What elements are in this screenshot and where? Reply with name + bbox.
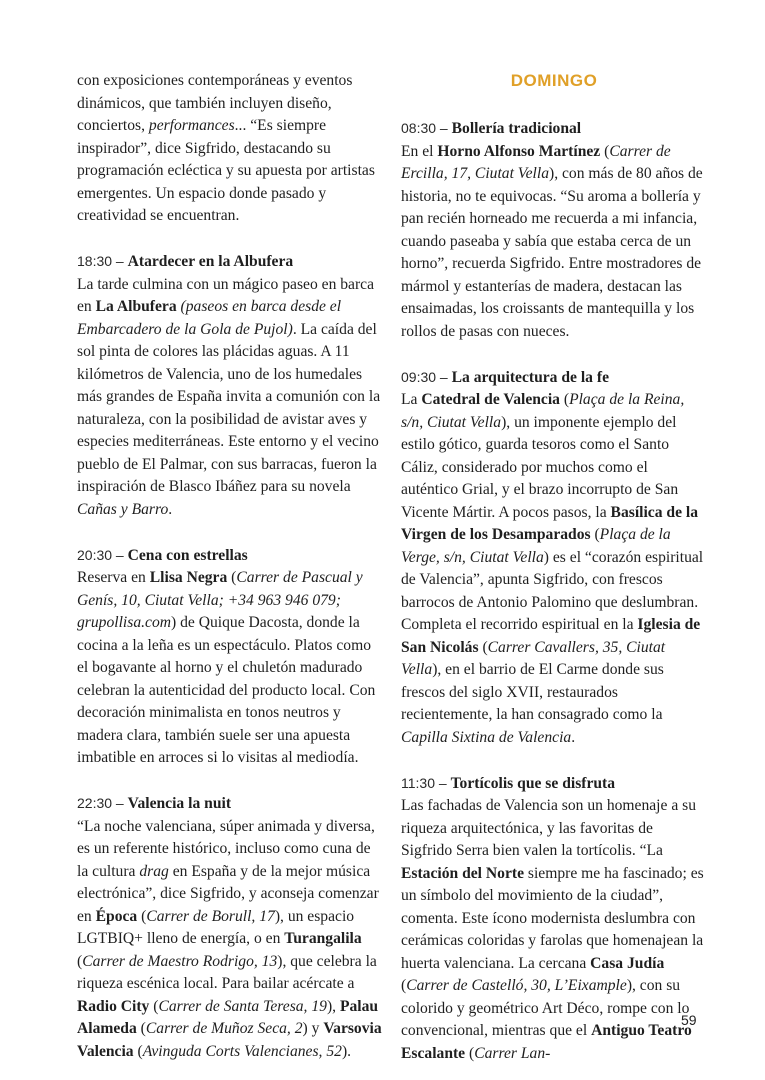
section-heading: 20:30 – Cena con estrellas <box>77 546 248 564</box>
section-heading: 08:30 – Bollería tradicional <box>401 120 582 137</box>
section-body: En el Horno Alfonso Martínez (Carrer de Ercilla, 17, Ciutat Vella), con más de 80 años de historia, no te equivocas. “Su aroma a bollería y pan recién horneado me recuerda a mi infancia, cuando paseaba y sabía que estaba cerca de un horno”, recuerda Sigfrido. Entre mostradores de mármol y estanterías de madera, destacan las ensaimadas, los croissants de mantequilla y los rollos de pasas con nueces. <box>401 142 703 340</box>
section-heading: 18:30 – Atardecer en la Albufera <box>77 253 294 270</box>
section-body: La tarde culmina con un mágico paseo en barca en La Albufera (paseos en barca desde el Embarcadero de la Gola de Pujol). La caída del sol pinta de colores las plácidas aguas. A 11 kilómetros de Valencia, uno de los humedales más grandes de España invita a comunión con la naturaleza, con la posibilidad de avistar aves y especies mediterráneas. Este entorno y el vecino pueblo de El Palmar, con sus barracas, fueron la inspiración de Blasco Ibáñez para su novela Cañas y Barro. <box>77 275 381 518</box>
page-number: 59 <box>681 1012 697 1028</box>
section-heading: 22:30 – Valencia la nuit <box>77 795 232 812</box>
section-heading: 11:30 – Tortícolis que se disfruta <box>401 774 616 792</box>
right-column <box>401 70 707 1065</box>
section-body: La Catedral de Valencia (Plaça de la Reina, s/n, Ciutat Vella), un imponente ejemplo del estilo gótico, guarda tesoros como el Santo Cáliz, considerado por muchos como el auténtico Grial, y el brazo incorrupto de San Vicente Mártir. A pocos pasos, la Basílica de la Virgen de los Desamparados (Plaça de la Verge, s/n, Ciutat Vella) es el “corazón espiritual de Valencia”, apunta Sigfrido, con frescos barrocos de Antonio Palomino que deslumbran. Completa el recorrido espiritual en la Iglesia de San Nicolás (Carrer Cavallers, 35, Ciutat Vella), en el barrio de El Carme donde sus frescos del siglo XVII, restaurados recientemente, la han consagrado como la Capilla Sixtina de Valencia. <box>401 391 704 746</box>
section-body: Las fachadas de Valencia son un homenaje a su riqueza arquitectónica, y las favoritas de Sigfrido Serra bien valen la tortícolis. “La Estación del Norte siempre me ha fascinado; es un símbolo del movimiento de la ciudad”, comenta. Este ícono modernista deslumbra con cerámicas coloridas y farolas que homenajean la huerta valenciana. La cercana Casa Judía (Carrer de Castelló, 30, L’Eixample), con su colorido y geométrico Art Déco, rompe con lo convencional, mientras que el Antiguo Teatro Escalante (Carrer Lan- <box>401 797 704 1062</box>
day-title: DOMINGO <box>510 71 598 90</box>
intro-paragraph: con exposiciones contemporáneas y eventos dinámicos, que también incluyen diseño, conciertos, performances... “Es siempre inspirador”, dice Sigfrido, destacando su programación ecléctica y su apuesta por artistas emergentes. Un espacio donde pasado y creatividad se encuentran. <box>77 72 375 224</box>
section-body: Reserva en Llisa Negra (Carrer de Pascual y Genís, 10, Ciutat Vella; +34 963 946 079; grupollisa.com) de Quique Dacosta, donde la cocina a la leña es un espectáculo. Platos como el bogavante al horno y el chuletón madurado celebran la autenticidad del producto local. Con decoración minimalista en tonos neutros y madera clara, también suele ser una apuesta imbatible en arroces si lo visitas al mediodía. <box>77 569 376 766</box>
left-column <box>77 70 383 1063</box>
section-heading: 09:30 – La arquitectura de la fe <box>401 368 609 386</box>
section-body: “La noche valenciana, súper animada y diversa, es un referente histórico, incluso como cuna de la cultura drag en España y de la mejor música electrónica”, dice Sigfrido, y aconseja comenzar en Época (Carrer de Borull, 17), un espacio LGTBIQ+ lleno de energía, o en Turangalila (Carrer de Maestro Rodrigo, 13), que celebra la riqueza escénica local. Para bailar acércate a Radio City (Carrer de Santa Teresa, 19), Palau Alameda (Carrer de Muñoz Seca, 2) y Varsovia Valencia (Avinguda Corts Valencianes, 52). <box>77 817 382 1060</box>
